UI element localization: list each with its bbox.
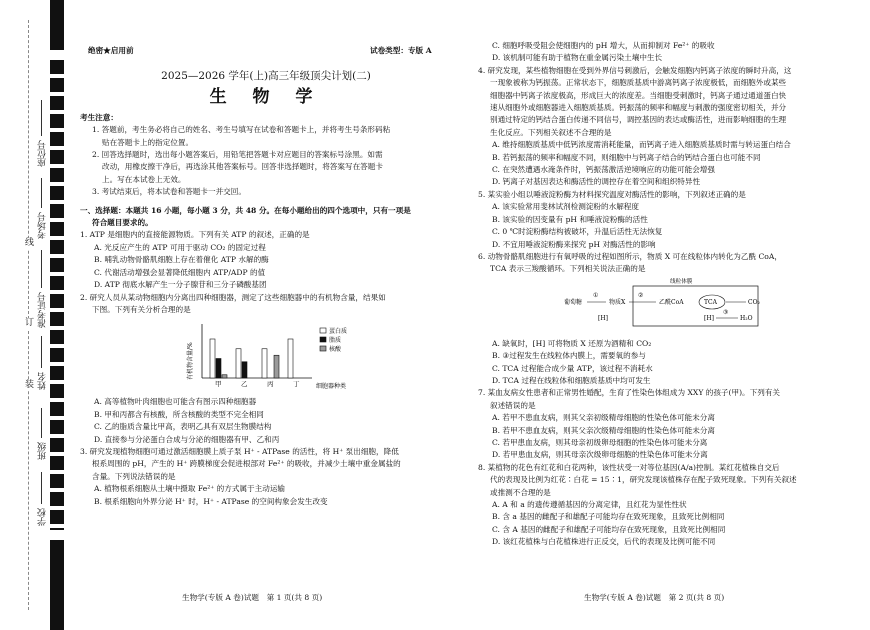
chart-xlabel: 细胞器种类 xyxy=(316,383,347,391)
legend-label: 蛋白质 xyxy=(329,328,348,336)
question-8: 8. 某植物的花色有红花和白花两种，该性状受一对等位基因(A/a)控制。某红花植株自交后 xyxy=(478,462,780,472)
category-label: 乙 xyxy=(241,380,248,389)
bar-0-0 xyxy=(210,339,215,378)
q4-option-c[interactable]: C. 在突然遭遇水淹条件时，钙振荡激活逆境响应的功能可能会增强 xyxy=(492,165,715,175)
q7-option-c[interactable]: C. 若甲患血友病，则其母亲初级卵母细胞的性染色体可能未分离 xyxy=(492,437,708,447)
name-label: 姓名 xyxy=(38,372,48,390)
tca-label: TCA xyxy=(704,298,717,306)
question-3-cont: 根系周围的 pH，产生的 H⁺ 跨膜梯度会促进根部对 Fe²⁺ 的吸收，并减少土壤中重金属盐的 xyxy=(92,459,401,469)
q4-option-b[interactable]: B. 若钙振荡的频率和幅度不同，则细胞中与钙离子结合的钙结合蛋白也可能不同 xyxy=(492,152,761,162)
legend-swatch xyxy=(320,328,326,333)
step1-label: ① xyxy=(593,291,599,299)
seat-number-field[interactable] xyxy=(41,100,42,136)
bar-2-0 xyxy=(262,349,267,378)
question-8-cont: 或推测不合理的是 xyxy=(490,487,551,497)
notice-line: 贴在答题卡上的指定位置。 xyxy=(102,137,194,147)
category-label: 甲 xyxy=(215,380,222,389)
bar-2-2 xyxy=(274,356,279,379)
step2-label: ② xyxy=(638,291,644,299)
question-7: 7. 某血友病女性患者和正常男性婚配，生育了性染色体组成为 XXY 的孩子(甲)。下列有关 xyxy=(478,388,781,398)
question-4: 4. 研究发现，某些植物细胞在受到外界信号刺激后，会触发细胞内钙离子浓度的瞬时升高，这 xyxy=(478,65,792,75)
co2-label: CO₂ xyxy=(748,298,760,306)
school-label: 学校 xyxy=(38,508,48,526)
h2o-label: H₂O xyxy=(740,314,753,322)
bar-1-1 xyxy=(242,362,247,378)
bar-3-0 xyxy=(288,339,293,378)
q7-option-d[interactable]: D. 若甲患血友病，则其母亲次级卵母细胞的性染色体可能未分离 xyxy=(492,450,708,460)
q8-option-b[interactable]: B. 含 a 基因的雌配子和雄配子可能均存在致死现象，且致死比例相同 xyxy=(492,512,725,522)
q5-option-a[interactable]: A. 该实验常用斐林试剂检测淀粉的水解程度 xyxy=(492,202,639,212)
school-field[interactable] xyxy=(41,472,42,504)
section-heading-cont: 符合题目要求的。 xyxy=(92,218,153,228)
notice-line: 1. 答题前，考生务必将自己的姓名、考生号填写在试卷和答题卡上，并将考生号条形码粘 xyxy=(92,125,391,135)
footer-page-2: 生物学(专版 A 卷)试题 第 2 页(共 8 页) xyxy=(584,593,725,602)
exam-room-field[interactable] xyxy=(41,178,42,208)
q1-option-c[interactable]: C. 代谢活动增强会显著降低细胞内 ATP/ADP 的值 xyxy=(94,267,266,277)
organelle-chart xyxy=(80,318,452,394)
binding-strip xyxy=(0,0,75,630)
q2-option-c[interactable]: C. 乙的脂质含量比甲高，表明乙具有双层生物膜结构 xyxy=(94,422,272,432)
binding-stripe-middle xyxy=(50,60,64,530)
cut-mark-staple: 订 xyxy=(25,318,35,328)
q2-option-a[interactable]: A. 高等植物叶肉细胞也可能含有图示四种细胞器 xyxy=(94,397,257,407)
q1-option-d[interactable]: D. ATP 彻底水解产生一分子腺苷和三分子磷酸基团 xyxy=(94,280,267,290)
respiration-svg xyxy=(478,276,850,338)
q5-option-d[interactable]: D. 不宜用唾液淀粉酶来探究 pH 对酶活性的影响 xyxy=(492,239,656,249)
notice-line: 3. 考试结束后，将本试卷和答题卡一并交回。 xyxy=(92,187,246,197)
name-field[interactable] xyxy=(41,336,42,368)
exam-type: 试卷类型：专版 A xyxy=(370,46,432,55)
q8-option-d[interactable]: D. 该红花植株与白花植株进行正反交，后代的表现及比例可能不同 xyxy=(492,537,716,547)
q2-option-d[interactable]: D. 直接参与分泌蛋白合成与分泌的细胞器有甲、乙和丙 xyxy=(94,434,280,444)
cut-mark-bind: 装 xyxy=(25,380,35,390)
q3-option-b[interactable]: B. 根系细胞向外界分泌 H⁺ 时，H⁺ - ATPase 的空间构象会发生改变 xyxy=(94,496,328,506)
question-4-cont: 别通过特定的钙结合蛋白传递不同信号，调控基因的表达或酶活性，进而影响细胞的生理 xyxy=(490,115,787,125)
q6-option-b[interactable]: B. ③过程发生在线粒体内膜上，需要氧的参与 xyxy=(492,351,646,361)
q3-option-c[interactable]: C. 细胞呼吸受阻会使细胞内的 pH 增大，从而抑制对 Fe²⁺ 的吸收 xyxy=(492,41,715,50)
question-2: 2. 研究人员从某动物细胞内分离出四种细胞器，测定了这些细胞器中的有机物含量，结果如 xyxy=(80,292,386,302)
subject-title: 生 物 学 xyxy=(209,87,323,108)
notice-line: 上。写在本试卷上无效。 xyxy=(102,174,186,184)
exam-title: 2025—2026 学年(上)高三年级顶尖计划(二) xyxy=(161,70,371,82)
class-label: 班级 xyxy=(38,442,48,460)
chart-ylabel: 有机物含量/% xyxy=(187,342,194,381)
legend-swatch xyxy=(320,337,326,342)
question-2-cont: 下图。下列有关分析合理的是 xyxy=(92,304,191,314)
seat-number-label: 座位号 xyxy=(38,140,48,167)
q6-option-d[interactable]: D. TCA 过程在线粒体和细胞质基质中均可发生 xyxy=(492,375,651,385)
q5-option-c[interactable]: C. 0 ℃时淀粉酶结构被破坏，升温后活性无法恢复 xyxy=(492,227,663,237)
q6-option-a[interactable]: A. 缺氧时，[H] 可将物质 X 还原为酒精和 CO₂ xyxy=(492,338,652,348)
x-label: 物质X xyxy=(609,298,626,306)
q1-option-b[interactable]: B. 哺乳动物骨骼肌细胞上存在着催化 ATP 水解的酶 xyxy=(94,255,269,265)
binding-stripe-top xyxy=(50,0,64,50)
binding-stripe-bottom xyxy=(50,540,64,630)
q5-option-b[interactable]: B. 该实验的因变量有 pH 和唾液淀粉酶的活性 xyxy=(492,214,648,224)
left-column xyxy=(80,40,452,508)
step3-label: ③ xyxy=(723,308,729,316)
question-8-cont: 代的表现及比例为红花∶白花 = 15∶1，研究发现该植株存在配子致死现象。下列有关叙述 xyxy=(490,475,797,485)
glucose-label: 葡萄糖 xyxy=(564,298,583,306)
bar-1-0 xyxy=(236,349,241,378)
confidential-mark: 绝密★启用前 xyxy=(88,46,134,55)
section-heading: 一、选择题：本题共 16 小题，每小题 3 分，共 48 分。在每小题给出的四个选项中，只有一项是 xyxy=(80,205,411,215)
notice-line: 改动，用橡皮擦干净后，再选涂其他答案标号。回答非选择题时，将答案写在答题卡 xyxy=(102,162,383,172)
right-column xyxy=(478,40,850,549)
category-label: 丁 xyxy=(293,380,300,389)
notice-title: 考生注意： xyxy=(80,112,118,122)
footer-page-1: 生物学(专版 A 卷)试题 第 1 页(共 8 页) xyxy=(182,593,323,602)
question-4-cont: 生化反应。下列相关叙述不合理的是 xyxy=(490,127,612,137)
q8-option-c[interactable]: C. 含 A 基因的雌配子和雄配子可能均存在致死现象，且致死比例相同 xyxy=(492,524,726,534)
q4-option-d[interactable]: D. 钙离子对基因表达和酶活性的调控存在着空间和组织特异性 xyxy=(492,177,701,187)
q8-option-a[interactable]: A. A 和 a 的遗传遵循基因的分离定律，且红花为显性性状 xyxy=(492,500,687,509)
notice-line: 2. 回答选择题时，选出每小题答案后，用铅笔把答题卡对应题目的答案标号涂黑。如需 xyxy=(92,150,383,160)
admission-number-field[interactable] xyxy=(41,250,42,288)
question-3: 3. 研究发现植物细胞可通过激活细胞膜上质子泵 H⁺ - ATPase 的活性，将 H⁺ 泵出细胞，降低 xyxy=(80,446,399,456)
question-4-cont: 一现象被称为钙振荡。正常状态下，细胞质基质中游离钙离子浓度极低，而细胞外或某些 xyxy=(490,78,787,88)
category-label: 丙 xyxy=(267,380,274,389)
exam-room-label: 考场号 xyxy=(38,212,48,239)
cut-line xyxy=(28,20,29,610)
q3-option-d[interactable]: D. 该机制可能有助于植物在重金属污染土壤中生长 xyxy=(492,53,663,63)
q7-option-a[interactable]: A. 若甲不患血友病，则其父亲初级精母细胞的性染色体可能未分离 xyxy=(492,413,715,423)
q3-option-a[interactable]: A. 植物根系细胞从土壤中摄取 Fe²⁺ 的方式属于主动运输 xyxy=(94,484,286,494)
legend-label: 脂质 xyxy=(329,337,342,345)
class-field[interactable] xyxy=(41,408,42,438)
question-3-cont: 含量。下列说法错误的是 xyxy=(92,471,176,481)
cut-mark-line: 线 xyxy=(25,238,35,248)
organelle-bar-chart xyxy=(80,318,452,394)
question-1: 1. ATP 是细胞内的直接能源物质。下列有关 ATP 的叙述，正确的是 xyxy=(80,230,310,240)
question-6-cont: TCA 表示三羧酸循环。下列相关说法正确的是 xyxy=(490,264,646,274)
question-7-cont: 叙述错误的是 xyxy=(490,400,536,410)
acetyl-label: 乙酰CoA xyxy=(659,298,684,306)
question-6: 6. 动物骨骼肌细胞进行有氧呼吸的过程如图所示，物质 X 可在线粒体内转化为乙酰 CoA， xyxy=(478,251,782,261)
q7-option-b[interactable]: B. 若甲不患血友病，则其父亲次级精母细胞的性染色体可能未分离 xyxy=(492,425,716,435)
q4-option-a[interactable]: A. 维持细胞质基质中低钙浓度需消耗能量，而钙离子进入细胞质基质时需与转运蛋白结合 xyxy=(492,140,791,150)
q6-option-c[interactable]: C. TCA 过程能合成少量 ATP，该过程不消耗水 xyxy=(492,363,653,373)
question-4-cont: 细胞器中钙离子浓度极高，形成巨大的浓度差。当细胞受刺激时，钙离子通过通道蛋白快 xyxy=(490,90,787,100)
bar-0-2 xyxy=(222,375,227,378)
legend-swatch xyxy=(320,346,326,351)
legend-label: 核酸 xyxy=(329,346,342,354)
q1-option-a[interactable]: A. 光反应产生的 ATP 可用于驱动 CO₂ 的固定过程 xyxy=(94,242,266,252)
h2-label: [H] xyxy=(704,314,714,322)
admission-number-label: 准考证号 xyxy=(38,292,48,328)
respiration-diagram xyxy=(478,276,850,338)
mito-label: 线粒体膜 xyxy=(670,278,693,285)
q2-option-b[interactable]: B. 甲和丙都含有核酸，所含核酸的类型不完全相同 xyxy=(94,409,264,419)
h1-label: [H] xyxy=(598,314,608,322)
question-4-cont: 速从细胞外或细胞器进入细胞质基质。钙振荡的频率和幅度与刺激的强度密切相关，并分 xyxy=(490,103,787,113)
bar-0-1 xyxy=(216,359,221,379)
question-5: 5. 某实验小组以唾液淀粉酶为材料探究温度对酶活性的影响，下列叙述正确的是 xyxy=(478,189,746,199)
